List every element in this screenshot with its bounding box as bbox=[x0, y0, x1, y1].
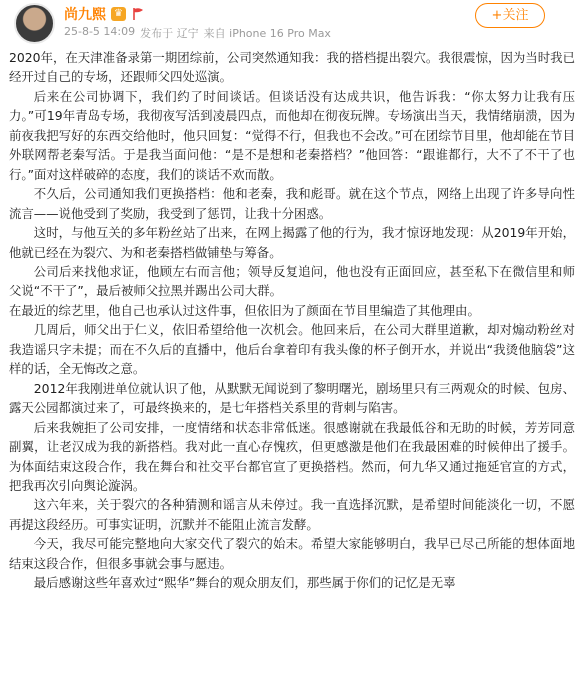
post-paragraph: 最后感谢这些年喜欢过“熙华”舞台的观众朋友们，那些属于你们的记忆是无辜 bbox=[33, 575, 456, 591]
post-paragraph: 公司后来找他求证，他顾左右而言他；领导反复追问，他也没有正面回应，甚至私下在微信里和师父说“不干了”，最后被师父拉黑并踢出公司大群。 bbox=[9, 263, 575, 299]
post-paragraph: 今天，我尽可能完整地向大家交代了裂穴的始末。希望大家能够明白，我早已尽己所能的想体面地结束这段合作，但很多事就会事与愿违。 bbox=[9, 536, 575, 571]
author-row bbox=[64, 4, 145, 24]
post-paragraph: 后来在公司协调下，我们约了时间谈话。但谈话没有达成共识，他告诉我：“你太努力让我有压力。”可19年青岛专场，我彻夜写活到凌晨四点，而他却在彻夜玩牌。专场演出当天，我情绪崩溃，因为前夜我把写好的东西交给他时，他只回复：“觉得不行，但我也不会改。”可在团综节目里，他却能在节目外联网帮老秦写活。于是我当面问他：“是不是想和老秦搭档？”他回答：“跟谁都行，大不了不干了也行。”面对这样破碎的态度，我们的谈话不欢而散。 bbox=[9, 88, 575, 182]
post-paragraph: 不久后，公司通知我们更换搭档：他和老秦，我和彪哥。就在这个节点，网络上出现了许多导向性流言——说他受到了奖励，我受到了惩罚，让我十分困惑。 bbox=[9, 186, 575, 221]
post-paragraph: 这时，与他互关的多年粉丝站了出来，在网上揭露了他的行为，我才惊讶地发现：从2019年开始，他就已经在为裂穴、为和老秦搭档做铺垫与筹备。 bbox=[9, 225, 575, 260]
avatar[interactable] bbox=[14, 3, 55, 44]
post-source: 来自 iPhone 16 Pro Max bbox=[203, 27, 331, 40]
post-paragraph: 2020年，在天津准备录第一期团综前，公司突然通知我：我的搭档提出裂穴。我很震惊，因为当时我已经开过自己的专场，还跟师父四处巡演。 bbox=[9, 50, 575, 85]
vip-badge-icon: ♛ bbox=[111, 7, 126, 21]
post-paragraph: 几周后，师父出于仁义，依旧希望给他一次机会。他回来后，在公司大群里道歉，却对煽动粉丝对我造谣只字未提；而在不久后的直播中，他后台拿着印有我头像的杯子倒开水，并说出“我烫他脑袋”这样的话，全无悔改之意。 bbox=[9, 322, 575, 377]
post-body bbox=[9, 48, 575, 593]
follow-button[interactable]: +关注 bbox=[475, 3, 545, 28]
post-meta bbox=[64, 25, 331, 41]
post-paragraph: 后来我婉拒了公司安排，一度情绪和状态非常低迷。很感谢就在我最低谷和无助的时候，芳芳同意副翼，让老汉成为我的新搭档。我对此一直心存愧疚，但更感激是他们在我最困难的时候伸出了援手。为体面结束这段合作，我在舞台和社交平台都官宣了更换搭档。然而，何九华又通过拖延官宣的方式，把我再次引向舆论漩涡。 bbox=[9, 419, 575, 493]
post-location: 发布于 辽宁 bbox=[140, 27, 199, 40]
post-header bbox=[0, 0, 581, 44]
post-time[interactable]: 25-8-5 14:09 bbox=[64, 25, 136, 38]
post-paragraph: 这六年来，关于裂穴的各种猜测和谣言从未停过。我一直选择沉默，是希望时间能淡化一切，不愿再提这段经历。可事实证明，沉默并不能阻止流言发酵。 bbox=[9, 497, 575, 532]
post-paragraph: 在最近的综艺里，他自己也承认过这件事，但依旧为了颜面在节目里编造了其他理由。 bbox=[9, 302, 480, 318]
post-paragraph: 2012年我刚进单位就认识了他，从默默无闻说到了黎明曙光，剧场里只有三两观众的时候、包房、露天公园都演过来了，可最终换来的，是七年搭档关系里的背刺与陷害。 bbox=[9, 380, 575, 416]
flag-badge-icon bbox=[131, 7, 145, 21]
author-name[interactable]: 尚九熙 bbox=[64, 7, 106, 23]
